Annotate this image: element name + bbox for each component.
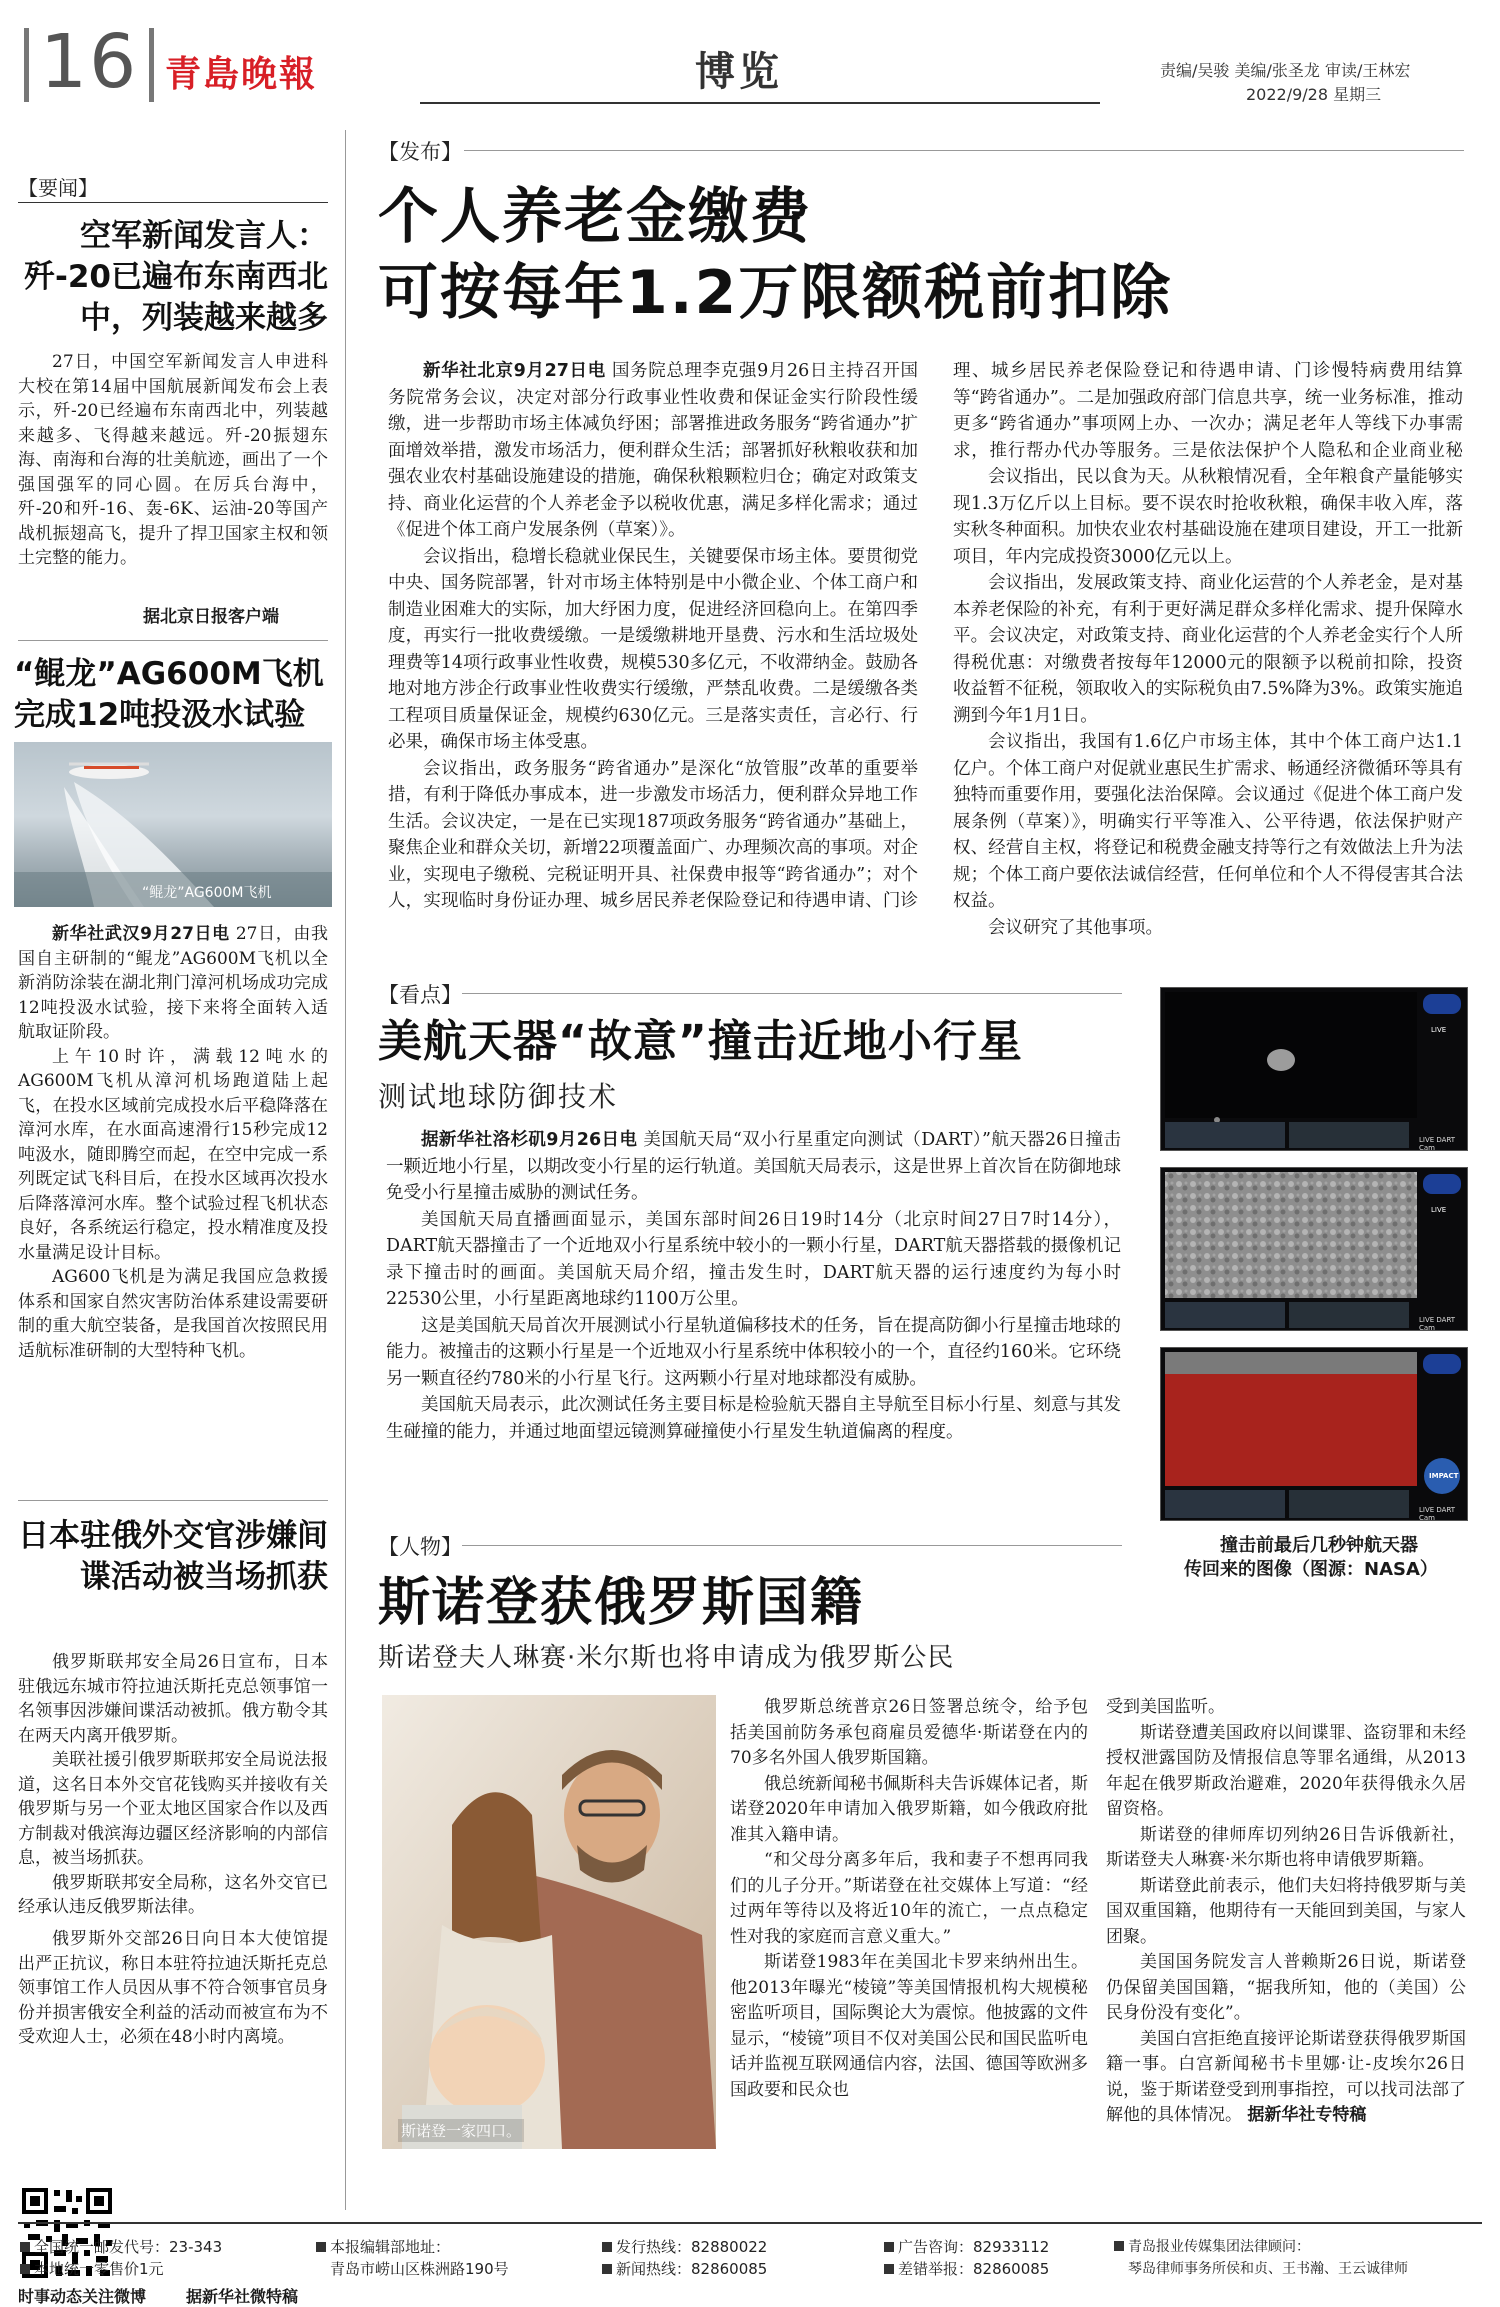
dart-cam-label: LIVE DART Cam — [1419, 1136, 1456, 1151]
impact-frame-image — [1161, 1348, 1467, 1520]
subheadline: 测试地球防御技术 — [378, 1080, 619, 1113]
family-photo-drawing — [382, 1695, 716, 2149]
footer-text: 广告咨询：82933112 — [898, 2238, 1050, 2256]
story-paragraph: 斯诺登此前表示，他们夫妇将持俄罗斯与美国双重国籍，他期待有一天能回到美国，与家人团聚。 — [1106, 1875, 1466, 1947]
snowden-col-2 — [1106, 1695, 1466, 2129]
bullet — [884, 2242, 894, 2252]
footer-ads — [884, 2236, 1049, 2280]
story-paragraph: 受到美国监听。 — [1106, 1697, 1225, 1717]
section-tag: 【发布】 — [378, 140, 462, 164]
dateline: 据新华社洛杉矶9月26日电 — [421, 1130, 638, 1150]
bullet — [316, 2242, 326, 2252]
dart-cam-label: LIVE DART Cam — [1419, 1506, 1456, 1521]
story-source: 据新华社专特稿 — [1247, 2105, 1367, 2125]
footer-legal — [1114, 2236, 1408, 2280]
divider — [18, 202, 328, 203]
bullet — [1114, 2241, 1124, 2251]
story-paragraph — [953, 358, 1463, 464]
paragraph-text: 27日，由我国自主研制的“鲲龙”AG600M飞机以全新消防涂装在湖北荆门漳河机场成功完成12吨投汲水试验，接下来将全面转入适航取证阶段。 — [18, 924, 328, 1042]
issue-date: 2022/9/28 星期三 — [1246, 85, 1382, 104]
story-body-block — [18, 922, 328, 1363]
story-paragraph: 俄罗斯联邦安全局26日宣布，日本驻俄远东城市符拉迪沃斯托克总领事馆一名领事因涉嫌间谍活动被抓。俄方勒令其在两天内离开俄罗斯。 — [18, 1652, 328, 1746]
asteroid-far-image — [1161, 988, 1467, 1150]
photo-caption: “鲲龙”AG600M飞机 — [142, 885, 272, 901]
story-source: 据北京日报客户端 — [143, 607, 279, 627]
story-paragraph — [1106, 2027, 1466, 2129]
story-paragraph: 美联社援引俄罗斯联邦安全局说法报道，这名日本外交官花钱购买并接收有关俄罗斯与另一个亚太地区国家合作以及西方制裁对俄滨海边疆区经济影响的内部信息，被当场抓获。 — [18, 1750, 328, 1868]
story-paragraph — [18, 922, 328, 1045]
story-paragraph: 斯诺登遭美国政府以间谍罪、盗窃罪和未经授权泄露国防及情报信息等罪名通缉，从2013年起在俄罗斯政治避难，2020年获得俄永久居留资格。 — [1106, 1722, 1466, 1819]
headline-line1: 个人养老金缴费 — [378, 182, 812, 252]
headline-line2: 可按每年1.2万限额税前扣除 — [378, 258, 1173, 328]
paragraph-text: 美国白宫拒绝直接评论斯诺登获得俄罗斯国籍一事。白宫新闻秘书卡里娜·让-皮埃尔26日说，鉴于斯诺登受到刑事指控，可以找司法部了解他的具体情况。 — [1106, 2028, 1466, 2125]
story-paragraph — [386, 1127, 1121, 1207]
footer-text: 全国统一邮发代号：23-343 — [34, 2238, 223, 2256]
paragraph-text: 理、城乡居民养老保险登记和待遇申请、门诊慢特病费用结算等“跨省通办”。二是加强政府部门信息共享，统一业务标准，推动更多“跨省通办”事项网上办、一次办；满足老年人等线下办事需求，推行帮办代办等服务。三是依法保护个人隐私和企业商业秘 — [953, 361, 1463, 461]
story-source: 据新华社微特稿 — [186, 2287, 299, 2306]
live-label: LIVE — [1431, 1206, 1447, 1214]
story-paragraph: 这是美国航天局首次开展测试小行星轨道偏移技术的任务，旨在提高防御小行星撞击地球的能力。被撞击的这颗小行星是一个近地双小行星系统中体积较小的一个，直径约160米。它环绕另一颗直径约780米的小行星飞行。这两颗小行星对地球都没有威胁。 — [386, 1315, 1121, 1389]
bullet — [20, 2242, 30, 2252]
story-paragraph: 会议指出，民以食为天。从秋粮情况看，全年粮食产量能够实现1.3万亿斤以上目标。要不误农时抢收秋粮，确保丰收入库，落实秋冬种面积。加快农业农村基础设施在建项目建设，开工一批新项目，年内完成投资3000亿元以上。 — [953, 467, 1463, 567]
story-paragraph: 俄罗斯外交部26日向日本大使馆提出严正抗议，称日本驻符拉迪沃斯托克总领事馆工作人员因从事不符合领事官员身份并损害俄安全利益的活动而被宣布为不受欢迎人士，必须在48小时内离境。 — [18, 1929, 328, 2047]
story-paragraph: 会议指出，政务服务“跨省通办”是深化“放管服”改革的重要举措，有利于降低办事成本，进一步激发市场活力，便利群众异地工作生活。会议决定，一是在已实现187项政务服务“跨省通办”基础上，聚焦企业和群众关切，新增22项覆盖面广、办理频次高的事项。对企业，实现电子缴税、完税证明开具、社保费申报等“跨省通办”；对个人，实现临时身份证办理、城乡居民养老保险登记和待遇申请、门诊 — [388, 758, 918, 911]
bullet — [20, 2264, 30, 2274]
story-paragraph: 俄罗斯联邦安全局称，这名外交官已经承认违反俄罗斯法律。 — [18, 1872, 328, 1917]
story-paragraph — [388, 358, 918, 544]
section-tag: 【要闻】 — [18, 176, 98, 200]
paper-name: 青島晚報 — [165, 53, 318, 95]
paragraph-text: 国务院总理李克强9月26日主持召开国务院常务会议，决定对部分行政事业性收费和保证金实行阶段性缓缴，进一步帮助市场主体减负纾困；部署推进政务服务“跨省通办”扩面增效举措，激发市场活力，便利群众生活；部署抓好秋粮收获和加强农业农村基础设施建设的措施，确保秋粮颗粒归仓；确定对政策支持、商业化运营的个人养老金予以税收优惠，满足多样化需求；通过《促进个体工商户发展条例（草案）》。 — [388, 361, 918, 540]
dart-screen-3 — [1160, 1347, 1468, 1521]
footer-text: 琴岛律师事务所侯和贞、王书瀚、王云诚律师 — [1128, 2261, 1408, 2277]
column-divider — [345, 130, 346, 2210]
story-paragraph: 美国航天局直播画面显示，美国东部时间26日19时14分（北京时间27日7时14分），DART航天器撞击了一个近地双小行星系统中较小的一颗小行星，DART航天器搭载的摄像机记录下撞击时的画面。美国航天局介绍，撞击发生时，DART航天器的运行速度约为每小时22530公里，小行星距离地球约1100万公里。 — [386, 1209, 1121, 1309]
section-tag: 【人物】 — [378, 1535, 462, 1559]
live-label: LIVE — [1431, 1026, 1447, 1034]
dart-screen-2 — [1160, 1167, 1468, 1331]
footer-text: 新闻热线：82860085 — [616, 2260, 768, 2278]
photo-caption: 撞击前最后几秒钟航天器 — [1220, 1535, 1418, 1556]
section-title: 博览 — [695, 49, 783, 95]
story-headline: “鲲龙”AG600M飞机完成12吨投汲水试验 — [14, 656, 324, 733]
footer-address — [316, 2236, 509, 2280]
pension-col-2 — [953, 358, 1463, 941]
snowden-col-1 — [730, 1695, 1088, 2103]
story-paragraph: 美国航天局表示，此次测试任务主要目标是检验航天器自主导航至目标小行星、刻意与其发生碰撞的能力，并通过地面望远镜测算碰撞使小行星发生轨道偏离的程度。 — [386, 1395, 1121, 1442]
dateline: 新华社北京9月27日电 — [423, 361, 606, 381]
dart-cam-label: LIVE DART Cam — [1419, 1316, 1456, 1331]
story-paragraph: 会议指出，稳增长稳就业保民生，关键要保市场主体。要贯彻党中央、国务院部署，针对市场主体特别是中小微企业、个体工商户和制造业困难大的实际，加大纾困力度，促进经济回稳向上。在第四季度，再实行一批收费缓缴。一是缓缴耕地开垦费、污水和生活垃圾处理费等14项行政事业性收费，规模530多亿元，不收滞纳金。鼓励各地对地方涉企行政事业性收费实行缓缴，严禁乱收费。二是缓缴各类工程项目质量保证金，规模约630亿元。三是落实责任，言必行、行必果，确保市场主体受惠。 — [388, 546, 918, 752]
footer-text: 差错举报：82860085 — [898, 2260, 1050, 2278]
section-tag: 【看点】 — [378, 983, 462, 1007]
footer-rule — [18, 2222, 1482, 2224]
story-paragraph: 美国国务院发言人普赖斯26日说，斯诺登仍保留美国国籍，“据我所知，他的（美国）公民身份没有变化”。 — [1106, 1952, 1466, 2023]
photo-caption: 传回来的图像（图源：NASA） — [1184, 1559, 1438, 1580]
story-paragraph: 俄总统新闻秘书佩斯科夫告诉媒体记者，斯诺登2020年申请加入俄罗斯籍，如今俄政府批准其入籍申请。 — [730, 1773, 1088, 1845]
headline: 美航天器“故意”撞击近地小行星 — [378, 1016, 1023, 1067]
seaplane-photo — [14, 742, 332, 907]
masthead-rule — [420, 102, 1100, 104]
bullet — [884, 2264, 894, 2274]
story-paragraph: “和父母分离多年后，我和妻子不想再同我们的儿子分开。”斯诺登在社交媒体上写道：“经过两年等待以及将近10年的流亡，一点点稳定性对我的家庭而言意义重大。” — [730, 1850, 1088, 1947]
asteroid-surface-image — [1161, 1168, 1467, 1330]
editor-credits: 责编/吴骏 美编/张圣龙 审读/王林宏 — [1160, 61, 1411, 80]
story-headline: 日本驻俄外交官涉嫌间谍活动被当场抓获 — [18, 1518, 328, 1595]
dateline: 新华社武汉9月27日电 — [52, 924, 230, 944]
divider — [462, 993, 1122, 994]
footer-text: 本报编辑部地址： — [330, 2238, 451, 2256]
story-paragraph: 斯诺登1983年在美国北卡罗来纳州出生。他2013年曝光“棱镜”等美国情报机构大规模秘密监听项目，国际舆论大为震惊。他披露的文件显示，“棱镜”项目不仅对美国公民和国民监听电话并监视互联网通信内容，法国、德国等欧洲多国政要和民众也 — [730, 1952, 1088, 2100]
footer-text: 青岛报业传媒集团法律顾问： — [1128, 2239, 1310, 2255]
footer-text: 本地统一零售价1元 — [34, 2260, 164, 2278]
story-paragraph: AG600飞机是为满足我国应急救援体系和国家自然灾害防治体系建设需要研制的重大航空装备，是我国首次按照民用适航标准研制的大型特种飞机。 — [18, 1267, 328, 1361]
divider — [18, 640, 328, 641]
headline: 斯诺登获俄罗斯国籍 — [378, 1573, 865, 1633]
pension-col-1 — [388, 358, 918, 912]
story-body: 27日，中国空军新闻发言人申进科大校在第14届中国航展新闻发布会上表示，歼-20已经遍布东南西北中，列装越来越多、飞得越来越远。歼-20振翅东海、南海和台海的壮美航迹，画出了一个强国强军的同心圆。在厉兵台海中，歼-20和歼-16、轰-6K、运油-20等国产战机振翅高飞，提升了捍卫国家主权和领土完整的能力。 — [18, 352, 328, 568]
footer-text: 青岛市崂山区株洲路190号 — [330, 2260, 509, 2278]
masthead — [0, 0, 1500, 110]
impact-label: IMPACT — [1429, 1472, 1459, 1480]
story-headline: 空军新闻发言人：歼-20已遍布东南西北中，列装越来越多 — [23, 218, 328, 336]
divider — [462, 1545, 1122, 1546]
bullet — [602, 2264, 612, 2274]
photo-caption: 斯诺登一家四口。 — [398, 2119, 524, 2142]
bullet — [602, 2242, 612, 2252]
divider — [18, 1500, 328, 1501]
snowden-family-photo — [382, 1695, 716, 2149]
story-paragraph: 会议指出，我国有1.6亿户市场主体，其中个体工商户达1.1亿户。个体工商户对促就业惠民生扩需求、畅通经济微循环等具有独特而重要作用，要强化法治保障。会议通过《促进个体工商户发展条例（草案）》，明确实行平等准入、公平待遇，依法保护财产权、经营自主权，将登记和税费金融支持等行之有效做法上升为法规；个体工商户要依法诚信经营，任何单位和个人不得侵害其合法权益。 — [953, 732, 1463, 911]
story-paragraph: 会议研究了其他事项。 — [988, 917, 1163, 938]
dart-body — [386, 1127, 1121, 1445]
footer-postal — [20, 2236, 222, 2280]
dart-screen-1 — [1160, 987, 1468, 1151]
story-paragraph: 上午10时许，满载12吨水的AG600M飞机从漳河机场跑道陆上起飞，在投水区域前完成投水后平稳降落在漳河水库，在水面高速滑行15秒完成12吨汲水，随即腾空而起，在空中完成一系列既定试飞科目后，在投水区域再次投水后降落漳河水库。整个试验过程飞机状态良好，各系统运行稳定，投水精准度及投水量满足设计目标。 — [18, 1046, 328, 1263]
subheadline: 斯诺登夫人琳赛·米尔斯也将申请成为俄罗斯公民 — [378, 1643, 955, 1673]
qr-caption: 时事动态关注微博 — [18, 2287, 147, 2306]
story-paragraph: 俄罗斯总统普京26日签署总统令，给予包括美国前防务承包商雇员爱德华·斯诺登在内的70多名外国人俄罗斯国籍。 — [730, 1697, 1088, 1768]
footer-text: 发行热线：82880022 — [616, 2238, 768, 2256]
divider — [464, 150, 1464, 151]
story-paragraph: 斯诺登的律师库切列纳26日告诉俄新社，斯诺登夫人琳赛·米尔斯也将申请俄罗斯籍。 — [1106, 1824, 1466, 1870]
paragraph-text: 美国航天局“双小行星重定向测试（DART）”航天器26日撞击一颗近地小行星，以期改变小行星的运行轨道。美国航天局表示，这是世界上首次旨在防御地球免受小行星撞击威胁的测试任务。 — [386, 1130, 1121, 1203]
footer-hotlines — [602, 2236, 767, 2280]
page-number: 16 — [40, 19, 139, 105]
story-paragraph: 会议指出，发展政策支持、商业化运营的个人养老金，是对基本养老保险的补充，有利于更好满足群众多样化需求、提升保障水平。会议决定，对政策支持、商业化运营的个人养老金实行个人所得税优惠：对缴费者按每年12000元的限额予以税前扣除，投资收益暂不征税，领取收入的实际税负由7.5%降为3%。政策实施追溯到今年1月1日。 — [953, 573, 1463, 726]
story-body-block — [18, 1650, 328, 1920]
